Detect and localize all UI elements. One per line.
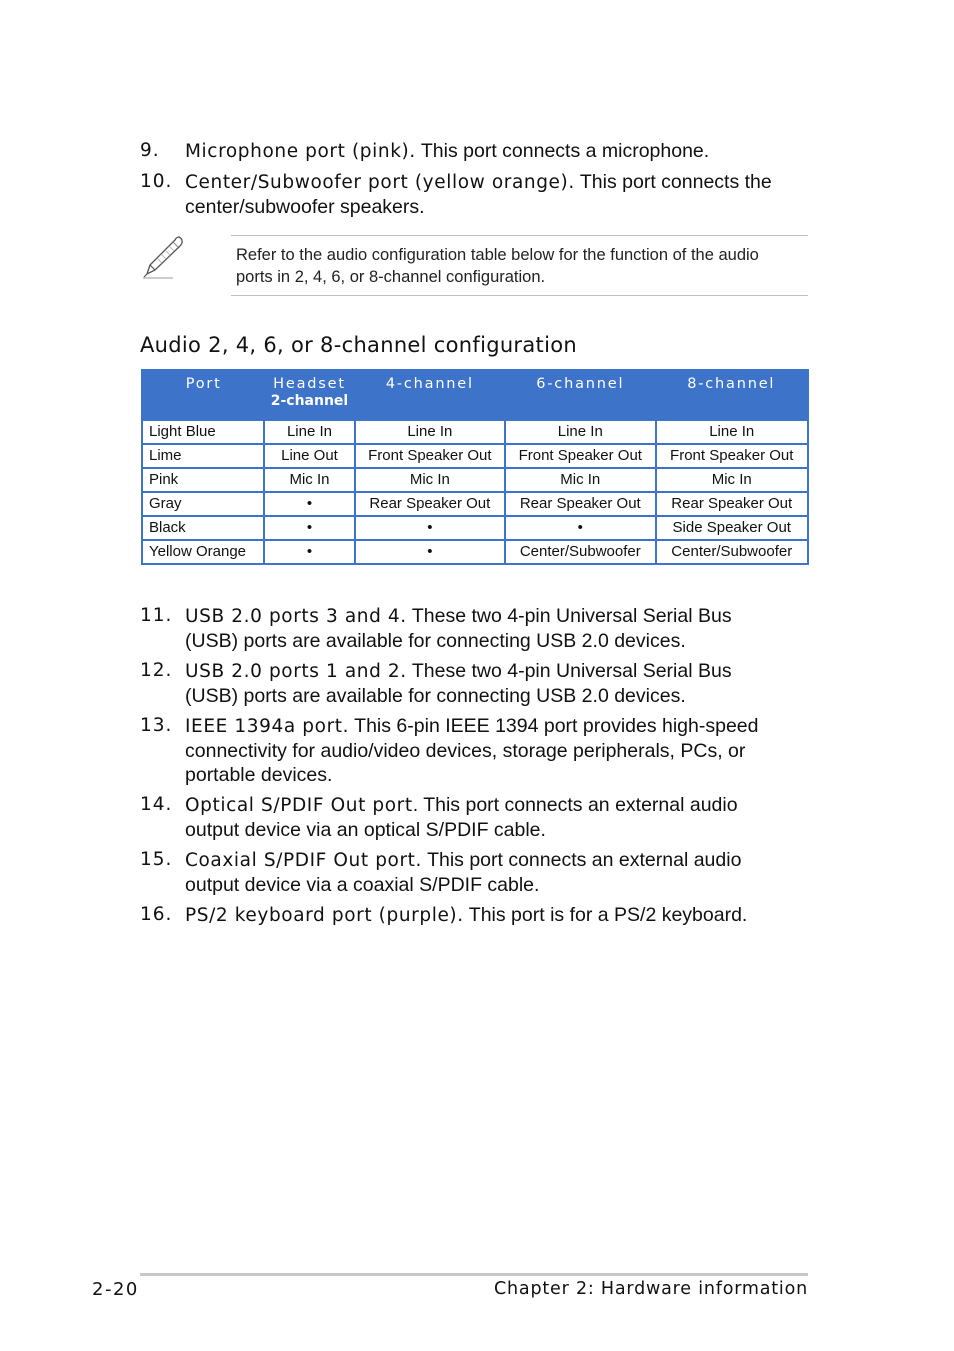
header-4-channel: 4-channel (355, 370, 505, 420)
item-description: This port is for a PS/2 keyboard. (463, 904, 748, 926)
item-title: Optical S/PDIF Out port (185, 795, 413, 816)
cell: • (355, 540, 505, 564)
item-title: PS/2 keyboard port (purple). (185, 905, 464, 926)
item-title: USB 2.0 ports 3 and 4. (185, 606, 407, 627)
cell: • (505, 516, 655, 540)
item-number: 16. (140, 904, 173, 925)
section-title: Audio 2, 4, 6, or 8-channel configuration (140, 333, 577, 357)
cell: Rear Speaker Out (355, 492, 505, 516)
list-item-9 (140, 139, 820, 164)
table-row (142, 444, 808, 468)
table-header-row (142, 370, 808, 420)
list-item-14 (140, 793, 820, 842)
item-number: 13. (140, 715, 173, 736)
item-number: 14. (140, 794, 173, 815)
list-item-11 (140, 604, 820, 653)
cell: Mic In (264, 468, 354, 492)
item-description: This port connects a microphone. (415, 140, 710, 162)
header-port: Port (142, 370, 264, 420)
cell: Center/Subwoofer (505, 540, 655, 564)
cell: Line In (656, 420, 809, 444)
list-item-13 (140, 714, 820, 787)
cell-port: Light Blue (142, 420, 264, 444)
item-number: 12. (140, 660, 173, 681)
item-description: . This port connects an external audio output device via an optical S/PDIF cable. (185, 794, 738, 841)
item-number: 9. (140, 140, 160, 161)
note-text: Refer to the audio configuration table below for the function of the audio ports in 2, 4, 6, or 8-channel configuration. (236, 246, 759, 286)
cell-port: Yellow Orange (142, 540, 264, 564)
cell-port: Gray (142, 492, 264, 516)
item-description: This 6-pin IEEE 1394 port provides high-speed connectivity for audio/video devices, storage peripherals, PCs, or portable devices. (185, 715, 759, 786)
cell: Mic In (505, 468, 655, 492)
cell: Mic In (656, 468, 809, 492)
cell: Center/Subwoofer (656, 540, 809, 564)
item-title: Coaxial S/PDIF Out port. (185, 850, 422, 871)
cell: Rear Speaker Out (656, 492, 809, 516)
cell: Front Speaker Out (355, 444, 505, 468)
item-title: IEEE 1394a port. (185, 716, 350, 737)
cell: Line In (505, 420, 655, 444)
cell: Front Speaker Out (656, 444, 809, 468)
header-6-channel: 6-channel (505, 370, 655, 420)
cell: • (264, 492, 354, 516)
header-8-channel: 8-channel (656, 370, 809, 420)
cell: • (355, 516, 505, 540)
note-box (231, 235, 808, 296)
table-row (142, 420, 808, 444)
table-row (142, 468, 808, 492)
cell: Mic In (355, 468, 505, 492)
header-headset: Headset 2-channel (264, 370, 354, 420)
audio-config-table (141, 369, 809, 565)
table-row (142, 516, 808, 540)
list-item-12 (140, 659, 820, 708)
list-item-16 (140, 903, 820, 928)
cell: Line Out (264, 444, 354, 468)
cell: • (264, 516, 354, 540)
list-item-15 (140, 848, 820, 897)
footer-divider (140, 1273, 808, 1276)
cell: Line In (264, 420, 354, 444)
cell-port: Pink (142, 468, 264, 492)
page-number: 2-20 (92, 1279, 139, 1300)
item-number: 15. (140, 849, 173, 870)
item-title: USB 2.0 ports 1 and 2. (185, 661, 407, 682)
item-number: 10. (140, 171, 173, 192)
cell: • (264, 540, 354, 564)
list-item-10 (140, 170, 820, 219)
table-row (142, 492, 808, 516)
item-description: This port connects an external audio output device via a coaxial S/PDIF cable. (185, 849, 742, 896)
chapter-title: Chapter 2: Hardware information (494, 1279, 808, 1299)
item-title: Center/Subwoofer port (yellow orange). (185, 172, 575, 193)
pen-note-icon (139, 234, 187, 280)
cell-port: Black (142, 516, 264, 540)
item-description: These two 4-pin Universal Serial Bus (USB) ports are available for connecting USB 2.0 devices. (185, 605, 732, 652)
table-row (142, 540, 808, 564)
header-headset-sub: 2-channel (270, 393, 349, 409)
cell: Line In (355, 420, 505, 444)
cell-port: Lime (142, 444, 264, 468)
item-description: This port connects the center/subwoofer speakers. (185, 171, 772, 218)
cell: Rear Speaker Out (505, 492, 655, 516)
item-description: These two 4-pin Universal Serial Bus (USB) ports are available for connecting USB 2.0 devices. (185, 660, 732, 707)
item-number: 11. (140, 605, 173, 626)
cell: Side Speaker Out (656, 516, 809, 540)
item-title: Microphone port (pink). (185, 141, 416, 162)
cell: Front Speaker Out (505, 444, 655, 468)
